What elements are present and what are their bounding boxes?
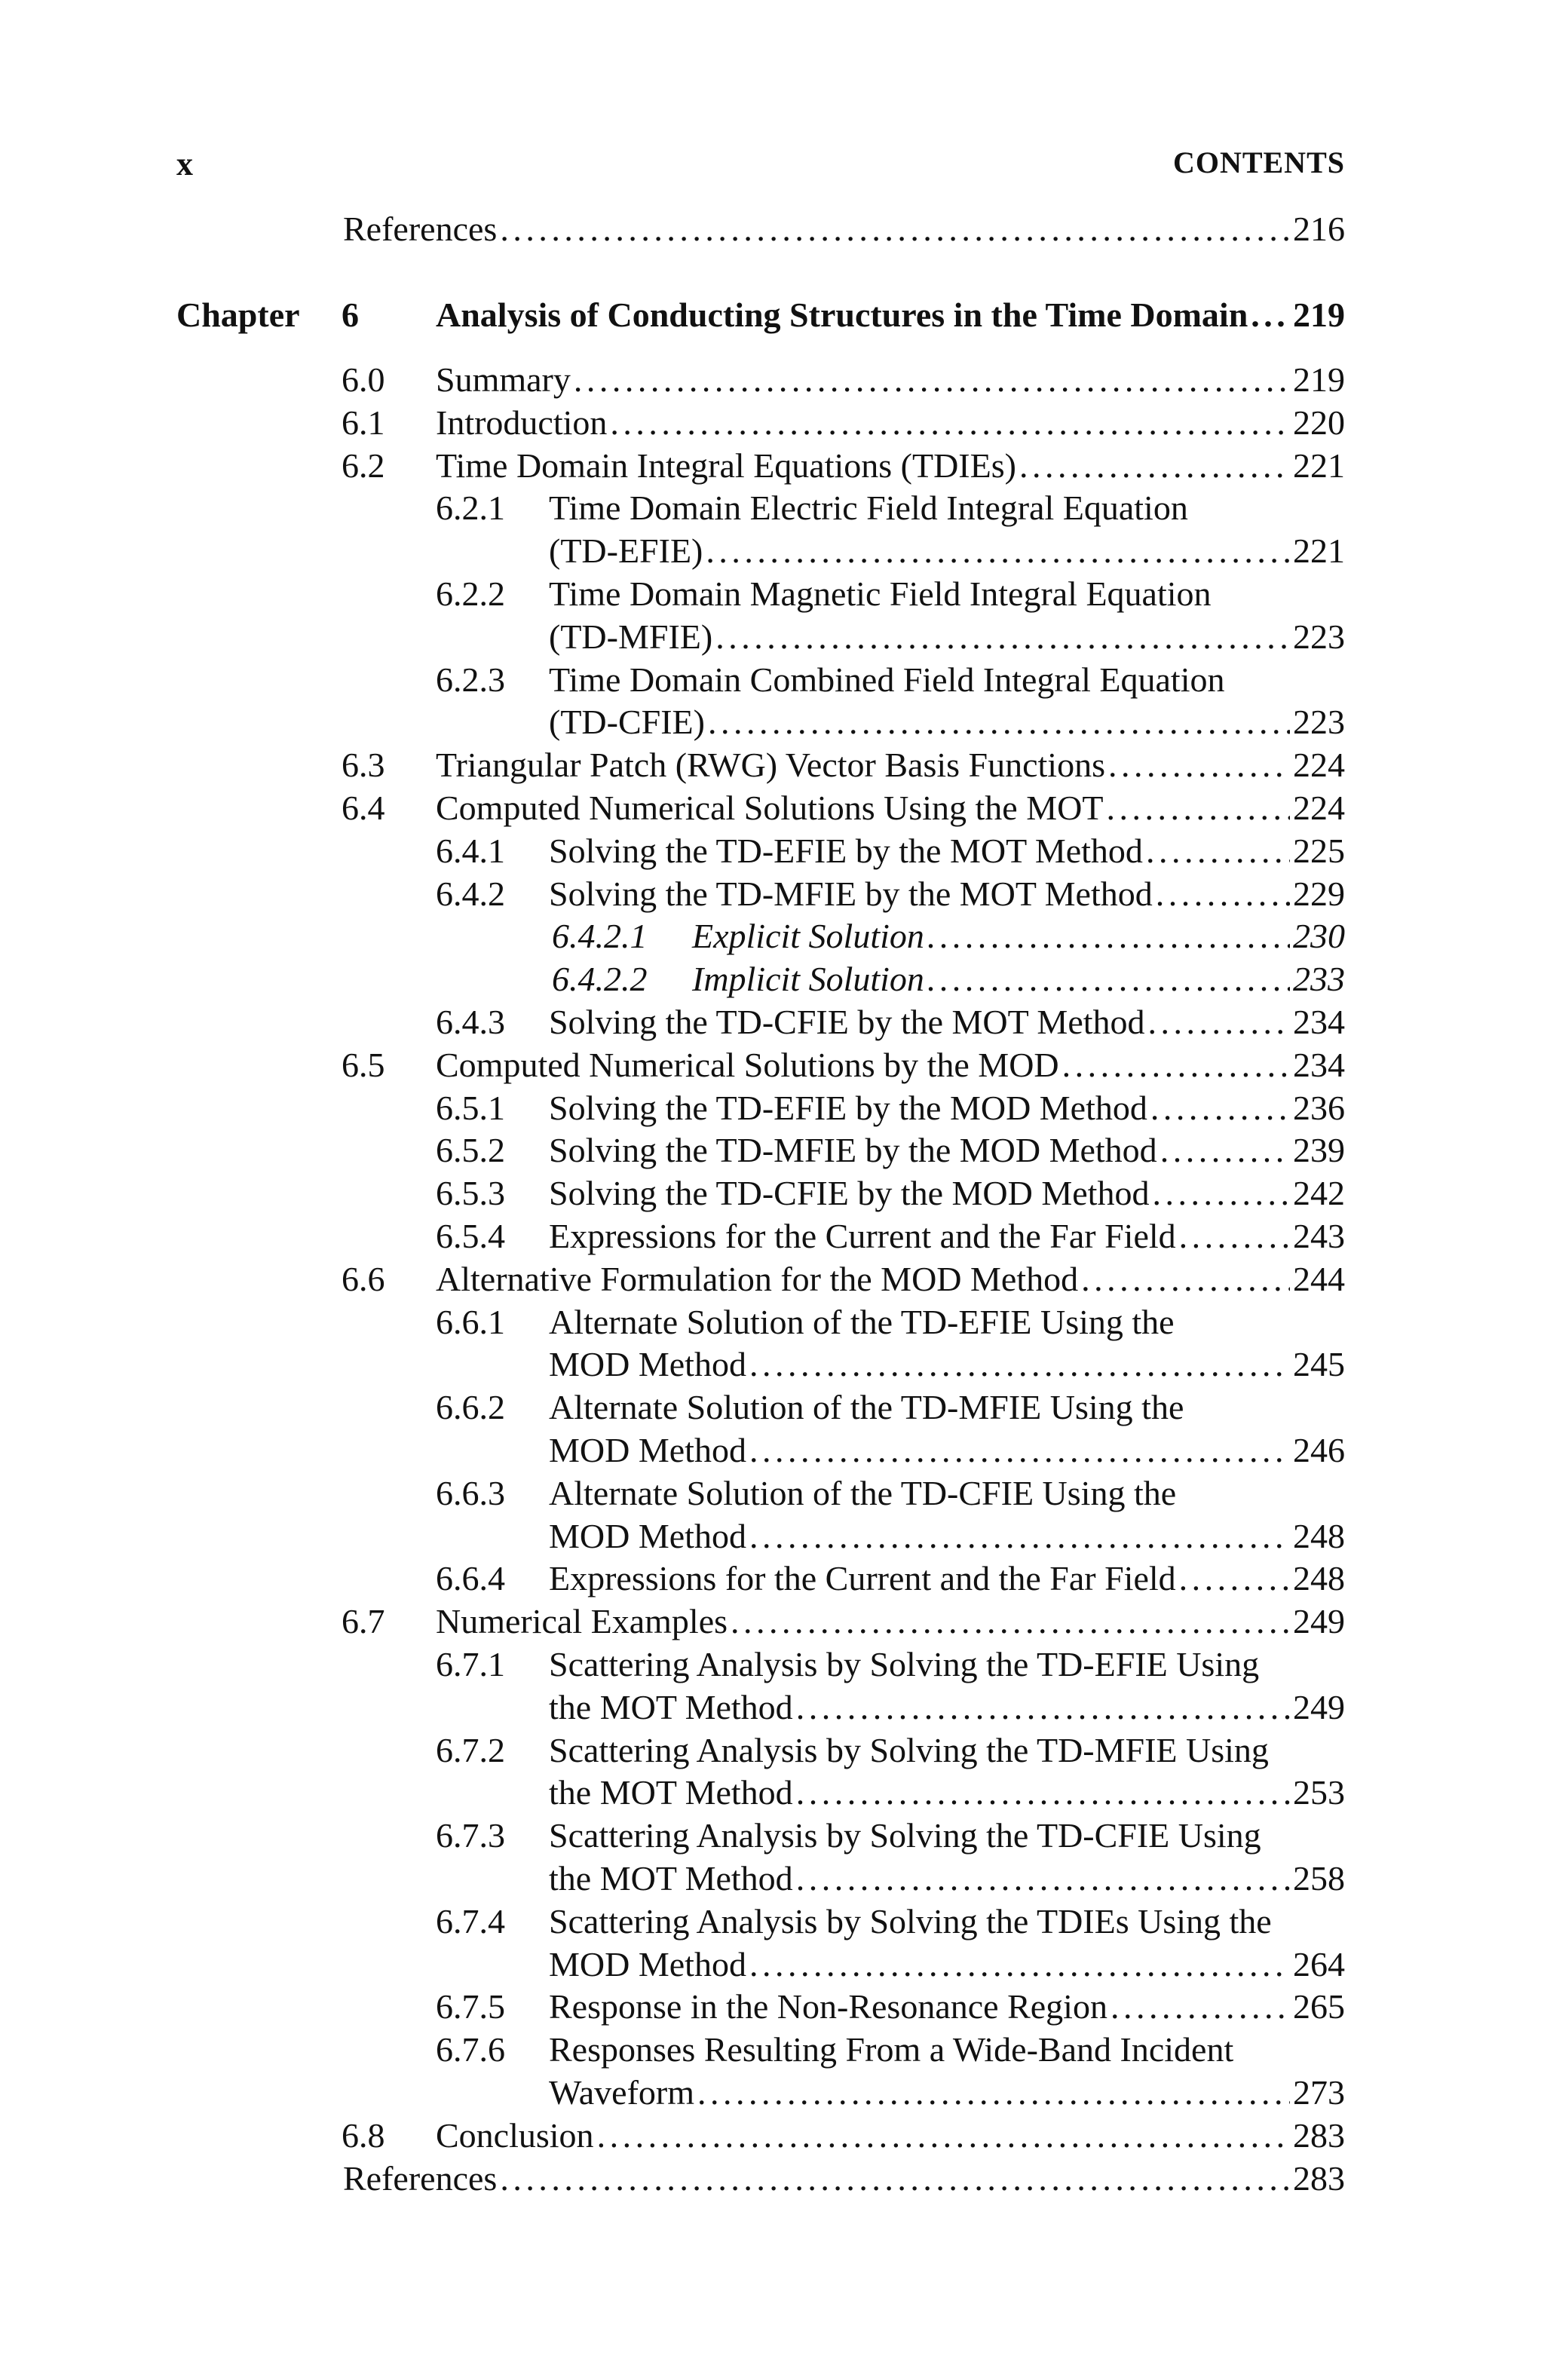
entry-title-line1: Time Domain Magnetic Field Integral Equation	[549, 574, 1212, 613]
entry-page: 248	[1293, 1559, 1345, 1598]
entry-page: 249	[1293, 1687, 1345, 1726]
dot-leader	[749, 1942, 1290, 1987]
dot-leader	[749, 1514, 1290, 1559]
toc-entry-6-6-1[interactable]	[549, 1342, 1345, 1387]
entry-number: 6.7	[342, 1602, 385, 1641]
entry-page: 216	[1293, 210, 1345, 248]
entry-number: 6.7.4	[436, 1901, 505, 1940]
entry-number: 6.4.1	[436, 831, 505, 870]
entry-title-line1: Alternate Solution of the TD-EFIE Using the	[549, 1302, 1175, 1341]
entry-number: 6.4.2.2	[552, 960, 648, 999]
entry-number: 6.1	[342, 403, 385, 442]
dot-leader	[927, 914, 1290, 959]
toc-entry-6-6[interactable]	[436, 1257, 1345, 1302]
toc-entry-references-end[interactable]	[343, 2156, 1345, 2201]
entry-number: 6.7.1	[436, 1645, 505, 1683]
dot-leader	[796, 1856, 1290, 1901]
toc-entry-6-6-2[interactable]	[549, 1428, 1345, 1473]
entry-title-line1: Alternate Solution of the TD-CFIE Using the	[549, 1473, 1177, 1512]
entry-page: 225	[1293, 831, 1345, 870]
dot-leader	[927, 957, 1290, 1002]
dot-leader	[1148, 1000, 1290, 1045]
toc-entry-6-5[interactable]	[436, 1043, 1345, 1088]
entry-title: Response in the Non-Resonance Region	[549, 1987, 1107, 2026]
entry-title: Waveform	[549, 2073, 694, 2112]
chapter-title[interactable]	[436, 293, 1345, 338]
toc-entry-6-7[interactable]	[436, 1599, 1345, 1644]
entry-title: the MOT Method	[549, 1859, 793, 1898]
entry-title: the MOT Method	[549, 1773, 793, 1812]
toc-entry-references[interactable]	[343, 207, 1345, 252]
dot-leader	[500, 207, 1290, 252]
entry-title: the MOT Method	[549, 1687, 793, 1726]
entry-title: Alternative Formulation for the MOD Method	[436, 1259, 1079, 1298]
dot-leader	[500, 2156, 1290, 2201]
toc-entry-6-7-6[interactable]	[549, 2070, 1345, 2115]
toc-entry-6-5-3[interactable]	[549, 1171, 1345, 1216]
entry-number: 6.5.4	[436, 1217, 505, 1255]
entry-page: 273	[1293, 2073, 1345, 2112]
entry-title: Time Domain Integral Equations (TDIEs)	[436, 446, 1016, 485]
entry-number: 6.4.2.1	[552, 917, 648, 956]
entry-page: 221	[1293, 531, 1345, 571]
toc-entry-6-4-2-2[interactable]	[692, 957, 1345, 1002]
entry-page: 221	[1293, 446, 1345, 485]
entry-page: 233	[1293, 960, 1345, 999]
entry-title-line1: Time Domain Combined Field Integral Equation	[549, 660, 1225, 699]
entry-title-line1: Scattering Analysis by Solving the TD-CFIE Using	[549, 1816, 1261, 1855]
toc-entry-6-8[interactable]	[436, 2113, 1345, 2158]
entry-title: Expressions for the Current and the Far Field	[549, 1559, 1176, 1598]
toc-entry-6-1[interactable]	[436, 400, 1345, 446]
entry-number: 6.5.1	[436, 1088, 505, 1127]
entry-number: 6.2.1	[436, 489, 505, 528]
entry-number: 6.7.2	[436, 1730, 505, 1769]
toc-entry-6-6-3[interactable]	[549, 1514, 1345, 1559]
entry-title: MOD Method	[549, 1944, 746, 1983]
entry-title-line1: Scattering Analysis by Solving the TD-EFIE Using	[549, 1645, 1260, 1683]
toc-entry-6-2-2[interactable]	[549, 614, 1345, 660]
entry-title: Computed Numerical Solutions Using the MOT	[436, 789, 1104, 827]
toc-entry-6-7-3[interactable]	[549, 1856, 1345, 1901]
entry-number: 6.5	[342, 1045, 385, 1084]
dot-leader	[697, 2070, 1290, 2115]
toc-entry-6-7-2[interactable]	[549, 1770, 1345, 1815]
entry-title: (TD-MFIE)	[549, 617, 713, 656]
dot-leader	[1106, 786, 1290, 831]
dot-leader	[749, 1342, 1290, 1387]
entry-title: Analysis of Conducting Structures in the Time Domain	[436, 296, 1248, 334]
entry-page: 264	[1293, 1944, 1345, 1983]
entry-title: Solving the TD-MFIE by the MOT Method	[549, 874, 1153, 913]
toc-entry-6-5-4[interactable]	[549, 1214, 1345, 1259]
toc-entry-6-5-2[interactable]	[549, 1128, 1345, 1173]
entry-page: 223	[1293, 703, 1345, 742]
dot-leader	[610, 400, 1290, 446]
entry-page: 283	[1293, 2158, 1345, 2198]
entry-page: 239	[1293, 1131, 1345, 1170]
toc-entry-6-6-4[interactable]	[549, 1556, 1345, 1601]
dot-leader	[796, 1770, 1290, 1815]
entry-page: 220	[1293, 403, 1345, 442]
entry-page: 249	[1293, 1602, 1345, 1641]
entry-title: Triangular Patch (RWG) Vector Basis Functions	[436, 746, 1105, 785]
entry-title: Solving the TD-CFIE by the MOD Method	[549, 1174, 1150, 1213]
toc-entry-6-0[interactable]	[436, 357, 1345, 403]
chapter-number: 6	[342, 296, 359, 334]
entry-title-line1: Scattering Analysis by Solving the TD-MFIE Using	[549, 1730, 1269, 1769]
toc-entry-6-2-1[interactable]	[549, 528, 1345, 574]
entry-number: 6.7.3	[436, 1816, 505, 1855]
entry-page: 234	[1293, 1003, 1345, 1041]
entry-title: Summary	[436, 360, 571, 399]
entry-title: Solving the TD-EFIE by the MOT Method	[549, 831, 1143, 870]
entry-page: 253	[1293, 1773, 1345, 1812]
entry-number: 6.3	[342, 746, 385, 785]
entry-page: 234	[1293, 1045, 1345, 1084]
entry-number: 6.6.2	[436, 1388, 505, 1427]
dot-leader	[574, 357, 1290, 403]
entry-number: 6.2.3	[436, 660, 505, 699]
dot-leader	[1160, 1128, 1290, 1173]
dot-leader	[1152, 1171, 1290, 1216]
entry-title-line1: Scattering Analysis by Solving the TDIEs Using the	[549, 1901, 1272, 1940]
dot-leader	[597, 2113, 1290, 2158]
entry-page: 245	[1293, 1345, 1345, 1384]
entry-page: 223	[1293, 617, 1345, 656]
dot-leader	[1146, 829, 1290, 874]
entry-number: 6.4	[342, 789, 385, 827]
entry-title: Explicit Solution	[692, 917, 924, 956]
toc-entry-6-2[interactable]	[436, 443, 1345, 489]
entry-page: 243	[1293, 1217, 1345, 1255]
toc-entry-6-3[interactable]	[436, 743, 1345, 788]
entry-page: 242	[1293, 1174, 1345, 1213]
entry-title-line1: Alternate Solution of the TD-MFIE Using the	[549, 1388, 1184, 1427]
entry-page: 283	[1293, 2115, 1345, 2155]
entry-page: 224	[1293, 746, 1345, 785]
entry-number: 6.0	[342, 360, 385, 399]
entry-title: Introduction	[436, 403, 608, 442]
dot-leader	[1251, 293, 1290, 338]
toc-entry-6-5-1[interactable]	[549, 1086, 1345, 1131]
entry-number: 6.6.3	[436, 1473, 505, 1512]
dot-leader	[731, 1599, 1290, 1644]
entry-number: 6.5.2	[436, 1131, 505, 1170]
entry-title: References	[343, 2158, 498, 2198]
entry-title: Computed Numerical Solutions by the MOD	[436, 1045, 1059, 1084]
dot-leader	[1019, 443, 1290, 489]
entry-title: Implicit Solution	[692, 960, 924, 999]
dot-leader	[1150, 1086, 1290, 1131]
entry-title: Solving the TD-MFIE by the MOD Method	[549, 1131, 1157, 1170]
dot-leader	[1062, 1043, 1290, 1088]
entry-title: References	[343, 210, 498, 248]
toc-entry-6-4-3[interactable]	[549, 1000, 1345, 1045]
entry-number: 6.7.5	[436, 1987, 505, 2026]
toc-entry-6-4-2[interactable]	[549, 871, 1345, 917]
dot-leader	[715, 614, 1290, 660]
entry-title: Expressions for the Current and the Far Field	[549, 1217, 1176, 1255]
toc-entry-6-2-3[interactable]	[549, 700, 1345, 745]
dot-leader	[706, 528, 1290, 574]
entry-number: 6.2.2	[436, 574, 505, 613]
entry-number: 6.4.2	[436, 874, 505, 913]
entry-page: 230	[1293, 917, 1345, 956]
dot-leader	[1179, 1556, 1290, 1601]
toc-entry-6-7-1[interactable]	[549, 1685, 1345, 1730]
entry-page: 258	[1293, 1859, 1345, 1898]
entry-title-line1: Time Domain Electric Field Integral Equation	[549, 489, 1188, 528]
dot-leader	[749, 1428, 1290, 1473]
entry-title: (TD-CFIE)	[549, 703, 705, 742]
dot-leader	[1156, 871, 1290, 917]
page-number: x	[176, 145, 193, 182]
entry-title: (TD-EFIE)	[549, 531, 703, 571]
entry-title: MOD Method	[549, 1431, 746, 1469]
entry-title: Solving the TD-EFIE by the MOD Method	[549, 1088, 1147, 1127]
running-head: CONTENTS	[1172, 145, 1345, 179]
entry-title: MOD Method	[549, 1516, 746, 1555]
dot-leader	[1081, 1257, 1290, 1302]
toc-entry-6-4-1[interactable]	[549, 829, 1345, 874]
entry-title: Numerical Examples	[436, 1602, 728, 1641]
chapter-label: Chapter	[176, 296, 300, 334]
entry-number: 6.6.4	[436, 1559, 505, 1598]
entry-page: 236	[1293, 1088, 1345, 1127]
entry-number: 6.8	[342, 2115, 385, 2155]
entry-title-line1: Responses Resulting From a Wide-Band Incident	[549, 2030, 1234, 2069]
entry-number: 6.6.1	[436, 1302, 505, 1341]
entry-title: Conclusion	[436, 2115, 594, 2155]
entry-title: Solving the TD-CFIE by the MOT Method	[549, 1003, 1145, 1041]
entry-page: 246	[1293, 1431, 1345, 1469]
entry-page: 265	[1293, 1987, 1345, 2026]
toc-entry-6-7-4[interactable]	[549, 1942, 1345, 1987]
dot-leader	[1111, 1984, 1290, 2029]
entry-page: 244	[1293, 1259, 1345, 1298]
entry-number: 6.2	[342, 446, 385, 485]
toc-entry-6-4-2-1[interactable]	[692, 914, 1345, 959]
entry-page: 248	[1293, 1516, 1345, 1555]
entry-page: 219	[1293, 296, 1345, 334]
entry-page: 229	[1293, 874, 1345, 913]
entry-page: 224	[1293, 789, 1345, 827]
entry-title: MOD Method	[549, 1345, 746, 1384]
entry-number: 6.4.3	[436, 1003, 505, 1041]
dot-leader	[708, 700, 1290, 745]
entry-number: 6.5.3	[436, 1174, 505, 1213]
toc-entry-6-4[interactable]	[436, 786, 1345, 831]
entry-number: 6.6	[342, 1259, 385, 1298]
toc-entry-6-7-5[interactable]	[549, 1984, 1345, 2029]
dot-leader	[796, 1685, 1290, 1730]
dot-leader	[1108, 743, 1290, 788]
entry-page: 219	[1293, 360, 1345, 399]
entry-number: 6.7.6	[436, 2030, 505, 2069]
dot-leader	[1179, 1214, 1290, 1259]
